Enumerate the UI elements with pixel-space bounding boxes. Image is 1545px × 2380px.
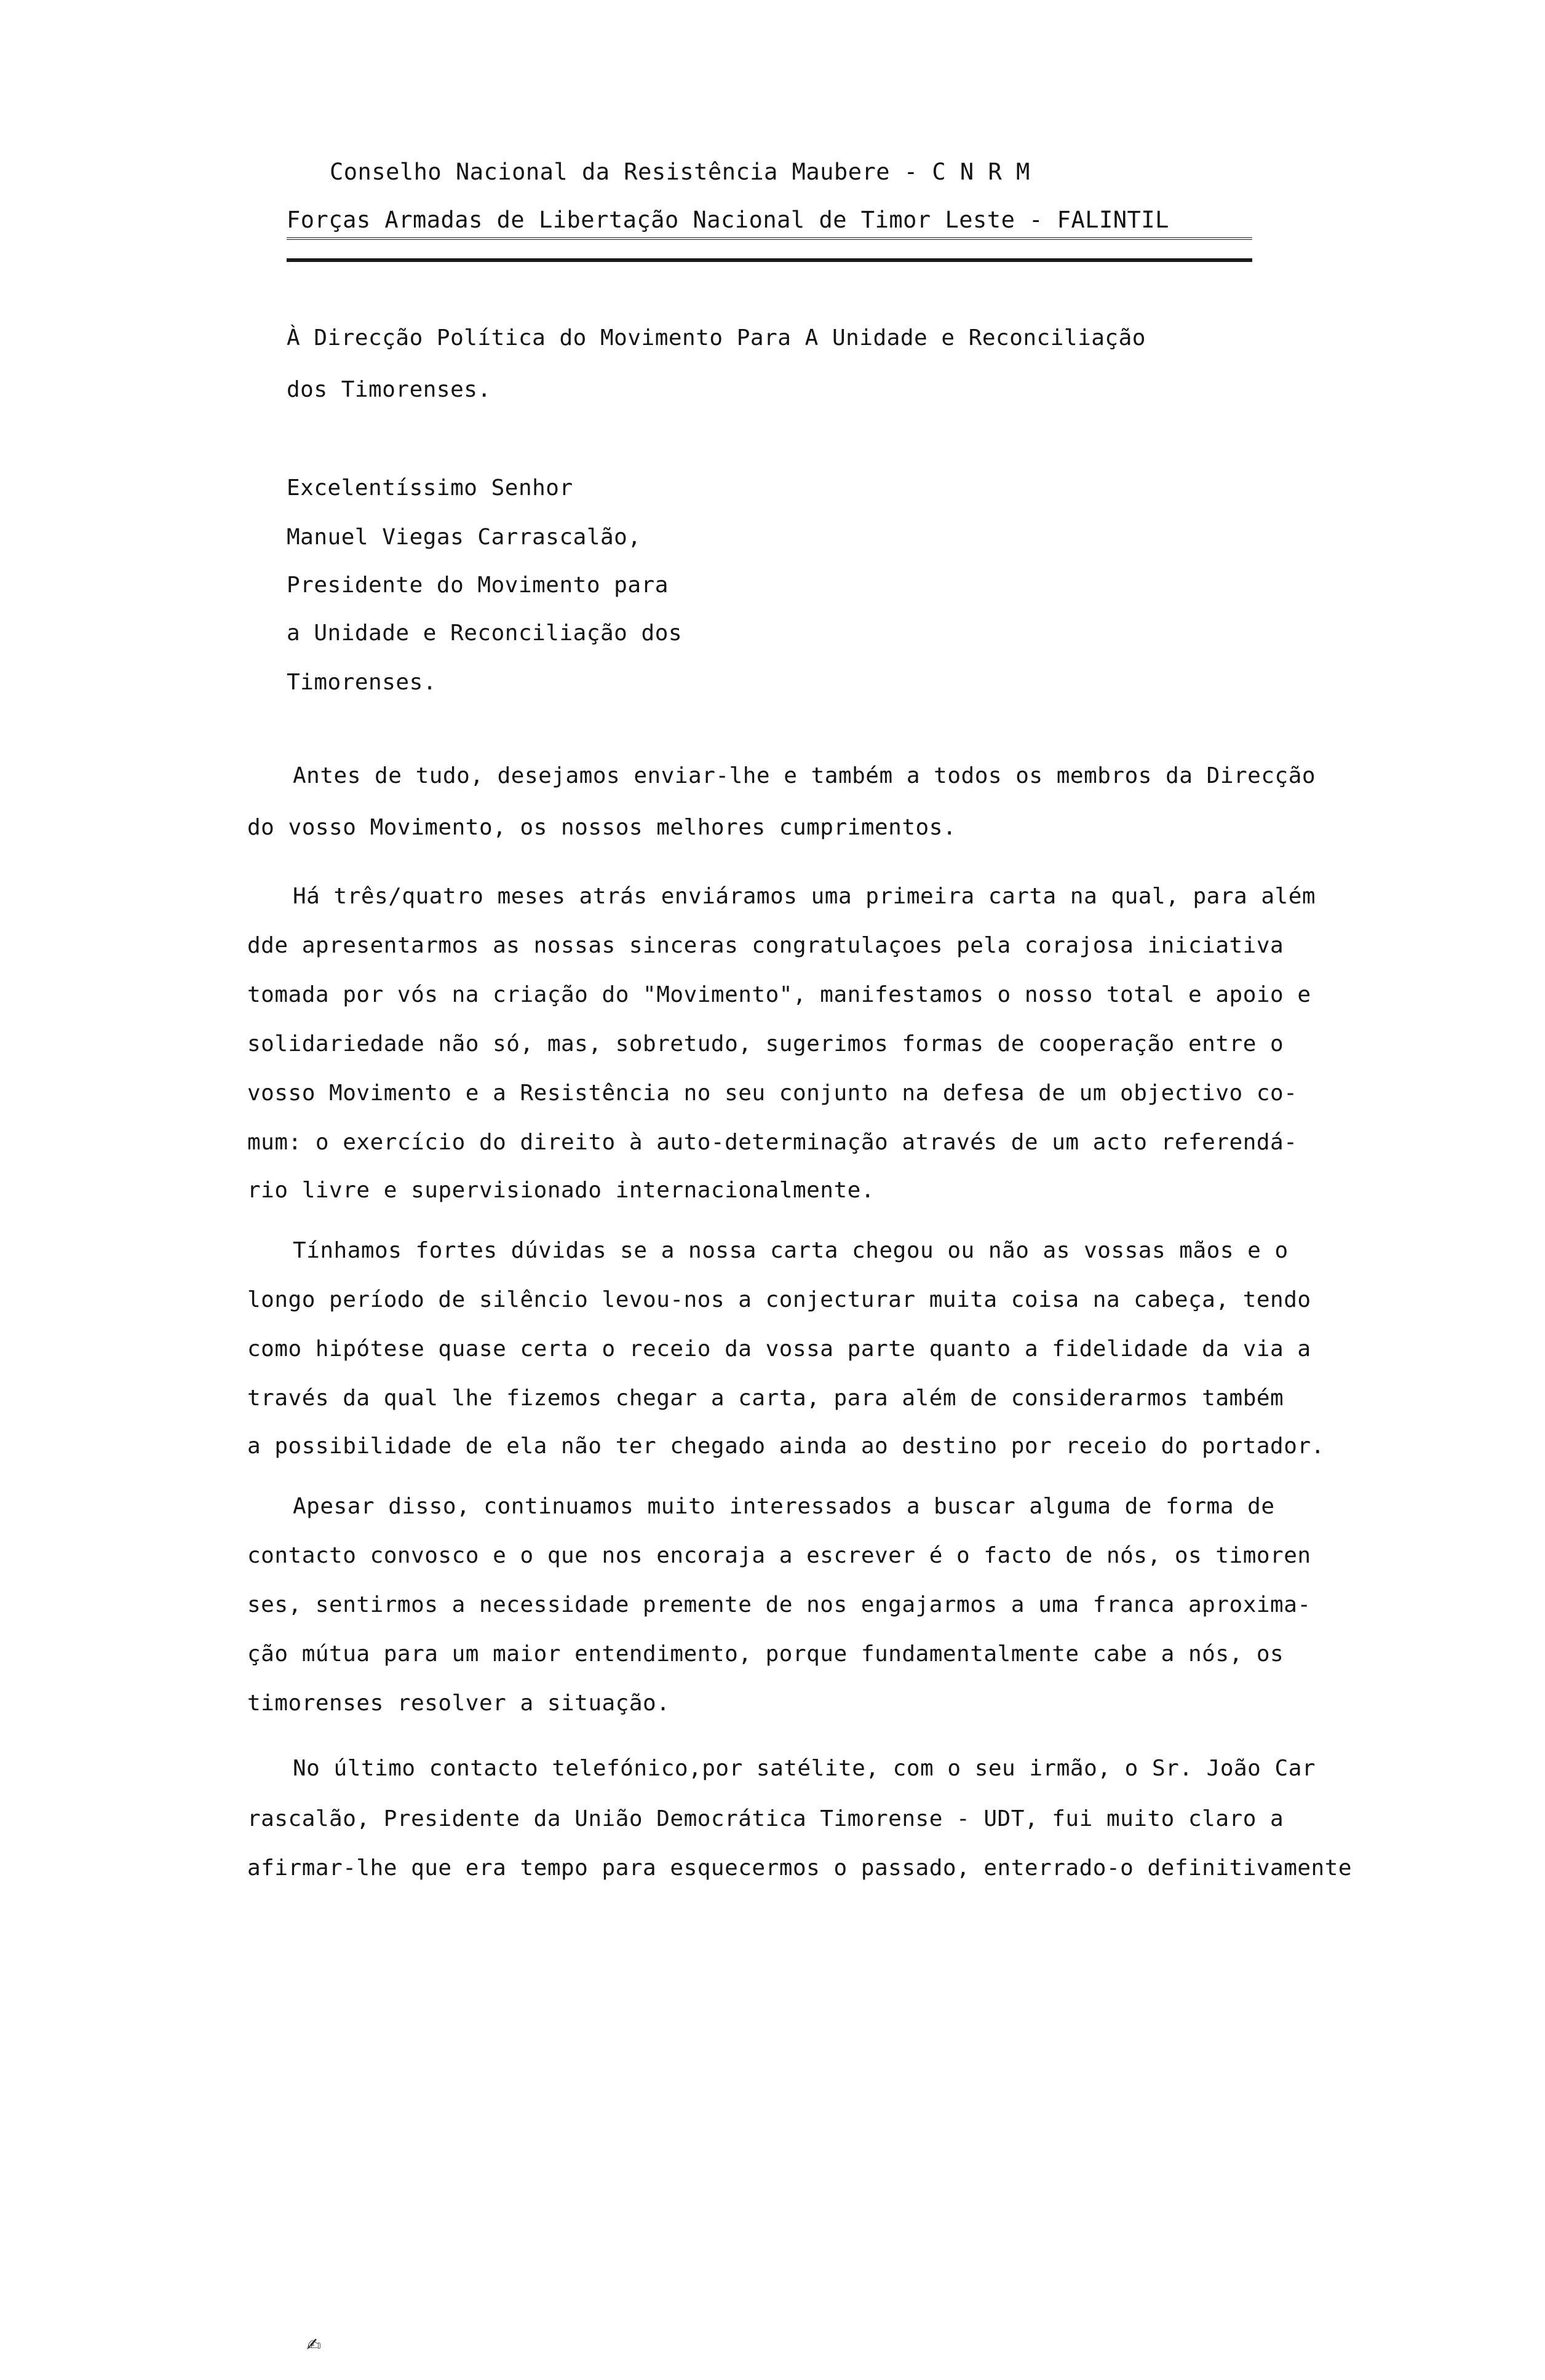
recipient-line: Manuel Viegas Carrascalão, bbox=[287, 525, 641, 550]
body-line: afirmar-lhe que era tempo para esquecermos o passado, enterrado-o definitivamente bbox=[247, 1855, 1352, 1881]
body-line: Tínhamos fortes dúvidas se a nossa carta chegou ou não as vossas mãos e o bbox=[293, 1238, 1289, 1263]
body-line: a possibilidade de ela não ter chegado ainda ao destino por receio do portador. bbox=[247, 1434, 1325, 1459]
body-line: Apesar disso, continuamos muito interessados a buscar alguma de forma de bbox=[293, 1494, 1275, 1519]
body-line: dde apresentarmos as nossas sinceras congratulaçoes pela corajosa iniciativa bbox=[247, 933, 1284, 958]
recipient-line: a Unidade e Reconciliação dos bbox=[287, 621, 683, 646]
body-line: do vosso Movimento, os nossos melhores cumprimentos. bbox=[247, 815, 957, 840]
body-line: rascalão, Presidente da União Democrática Timorense - UDT, fui muito claro a bbox=[247, 1806, 1284, 1831]
body-line: No último contacto telefónico,por satélite, com o seu irmão, o Sr. João Car bbox=[293, 1756, 1316, 1781]
body-line: rio livre e supervisionado internacionalmente. bbox=[247, 1178, 875, 1203]
body-line: timorenses resolver a situação. bbox=[247, 1691, 670, 1716]
address-line-2: dos Timorenses. bbox=[287, 377, 491, 402]
body-line: ses, sentirmos a necessidade premente de nos engajarmos a uma franca aproxima- bbox=[247, 1592, 1311, 1617]
scan-mark-icon: ✍ bbox=[306, 2329, 322, 2357]
body-line: tomada por vós na criação do "Movimento", manifestamos o nosso total e apoio e bbox=[247, 982, 1311, 1007]
header-cnrm: Conselho Nacional da Resistência Maubere - C N R M bbox=[330, 159, 1030, 185]
recipient-line: Timorenses. bbox=[287, 670, 437, 695]
body-line: longo período de silêncio levou-nos a conjecturar muita coisa na cabeça, tendo bbox=[247, 1287, 1311, 1312]
body-line: vosso Movimento e a Resistência no seu conjunto na defesa de um objectivo co- bbox=[247, 1081, 1298, 1106]
body-line: ção mútua para um maior entendimento, porque fundamentalmente cabe a nós, os bbox=[247, 1641, 1284, 1667]
body-line: solidariedade não só, mas, sobretudo, sugerimos formas de cooperação entre o bbox=[247, 1031, 1284, 1057]
address-line-1: À Direcção Política do Movimento Para A Unidade e Reconciliação bbox=[287, 325, 1146, 351]
recipient-line: Excelentíssimo Senhor bbox=[287, 475, 573, 501]
body-line: través da qual lhe fizemos chegar a carta, para além de considerarmos também bbox=[247, 1386, 1284, 1411]
body-line: contacto convosco e o que nos encoraja a escrever é o facto de nós, os timoren bbox=[247, 1543, 1311, 1568]
body-line: Antes de tudo, desejamos enviar-lhe e também a todos os membros da Direcção bbox=[293, 763, 1316, 788]
header-thick-rule bbox=[287, 258, 1252, 262]
body-line: mum: o exercício do direito à auto-determinação através de um acto referendá- bbox=[247, 1130, 1298, 1155]
header-falintil: Forças Armadas de Libertação Nacional de Timor Leste - FALINTIL bbox=[287, 207, 1169, 233]
header-double-rule bbox=[287, 237, 1252, 240]
body-line: Há três/quatro meses atrás enviáramos uma primeira carta na qual, para além bbox=[293, 884, 1316, 909]
body-line: como hipótese quase certa o receio da vossa parte quanto a fidelidade da via a bbox=[247, 1336, 1311, 1362]
recipient-line: Presidente do Movimento para bbox=[287, 573, 669, 598]
